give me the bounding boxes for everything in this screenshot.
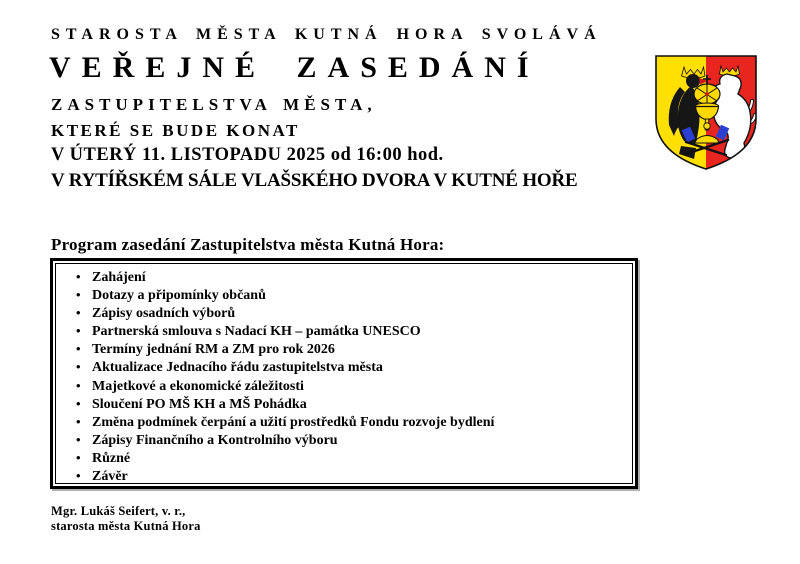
signature-name: Mgr. Lukáš Seifert, v. r., bbox=[51, 504, 186, 518]
bullet-icon: • bbox=[76, 395, 81, 411]
program-heading: Program zasedání Zastupitelstva města Kutná Hora: bbox=[51, 235, 445, 254]
list-item-label: Partnerská smlouva s Nadací KH – památka UNESCO bbox=[92, 324, 421, 340]
notice-title: VEŘEJNÉ ZASEDÁNÍ bbox=[49, 51, 540, 84]
bullet-icon: • bbox=[76, 323, 81, 339]
list-item-label: Sloučení PO MŠ KH a MŠ Pohádka bbox=[92, 396, 307, 412]
program-box bbox=[50, 258, 638, 489]
list-item bbox=[56, 395, 632, 413]
convener-line: STAROSTA MĚSTA KUTNÁ HORA SVOLÁVÁ bbox=[51, 26, 602, 43]
list-item bbox=[56, 431, 632, 449]
list-item bbox=[56, 413, 632, 431]
list-item-label: Závěr bbox=[92, 469, 128, 484]
list-item bbox=[56, 322, 632, 340]
bullet-icon: • bbox=[76, 287, 81, 303]
list-item-label: Termíny jednání RM a ZM pro rok 2026 bbox=[92, 342, 335, 358]
list-item bbox=[56, 304, 632, 322]
list-item bbox=[56, 467, 632, 484]
list-item bbox=[56, 377, 632, 395]
signature-title: starosta města Kutná Hora bbox=[51, 519, 201, 533]
list-item-label: Různé bbox=[92, 450, 131, 466]
list-item-label: Zahájení bbox=[92, 270, 146, 285]
list-item-label: Zápisy Finančního a Kontrolního výboru bbox=[92, 432, 338, 448]
list-item bbox=[56, 358, 632, 376]
list-item-label: Zápisy osadních výborů bbox=[92, 306, 236, 322]
bullet-icon: • bbox=[76, 377, 81, 393]
bullet-icon: • bbox=[76, 269, 81, 284]
bullet-icon: • bbox=[76, 359, 81, 375]
list-item bbox=[56, 286, 632, 304]
council-line: ZASTUPITELSTVA MĚSTA, bbox=[51, 95, 377, 114]
list-item bbox=[56, 340, 632, 358]
list-item-label: Dotazy a připomínky občanů bbox=[92, 288, 266, 304]
venue-line: V RYTÍŘSKÉM SÁLE VLAŠSKÉHO DVORA V KUTNÉ HOŘE bbox=[51, 170, 578, 191]
bullet-icon: • bbox=[76, 305, 81, 321]
list-item-label: Majetkové a ekonomické záležitosti bbox=[92, 378, 304, 394]
bullet-icon: • bbox=[76, 413, 81, 429]
bullet-icon: • bbox=[76, 468, 81, 484]
which-will-be-held-line: KTERÉ SE BUDE KONAT bbox=[51, 121, 300, 140]
list-item-label: Změna podmínek čerpání a užití prostředků Fondu rozvoje bydlení bbox=[92, 414, 495, 430]
list-item bbox=[56, 268, 632, 286]
list-item bbox=[56, 449, 632, 467]
program-list bbox=[56, 264, 632, 484]
bullet-icon: • bbox=[76, 449, 81, 465]
bullet-icon: • bbox=[76, 341, 81, 357]
kutna-hora-coat-of-arms-icon bbox=[651, 53, 761, 173]
bullet-icon: • bbox=[76, 431, 81, 447]
date-time-line: V ÚTERÝ 11. LISTOPADU 2025 od 16:00 hod. bbox=[51, 145, 444, 165]
program-box-inner-border bbox=[55, 263, 633, 484]
list-item-label: Aktualizace Jednacího řádu zastupitelstva města bbox=[92, 360, 383, 376]
